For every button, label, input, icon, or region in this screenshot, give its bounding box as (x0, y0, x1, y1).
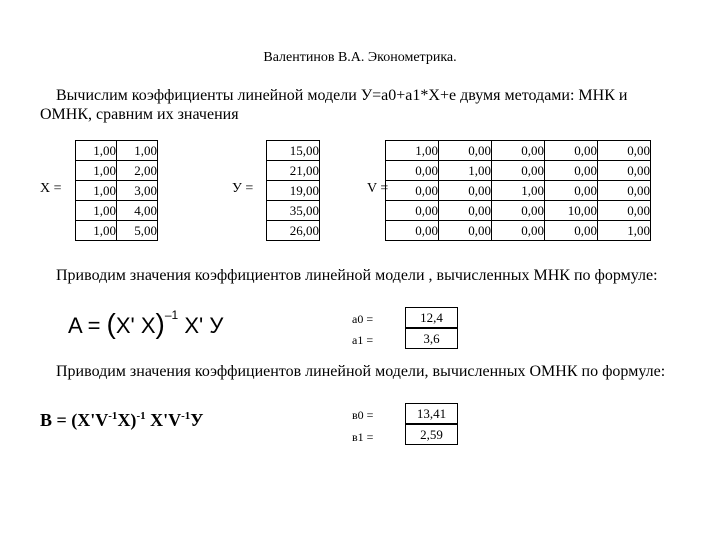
matrix-cell: 0,00 (545, 161, 598, 181)
matrix-cell: 0,00 (545, 221, 598, 241)
matrix-cell: 0,00 (598, 141, 651, 161)
coef-b0-value: 13,41 (405, 403, 458, 424)
mnk-formula (68, 308, 223, 340)
v-matrix-label: V = (367, 181, 389, 196)
matrix-cell: 0,00 (439, 201, 492, 221)
coef-a0-value: 12,4 (405, 307, 458, 328)
matrix-cell: 10,00 (545, 201, 598, 221)
matrix-cell: 3,00 (117, 181, 158, 201)
matrix-row (267, 201, 320, 221)
matrix-row (386, 221, 651, 241)
matrix-row (76, 141, 158, 161)
matrix-cell: 0,00 (386, 161, 439, 181)
document-title: Валентинов В.А. Эконометрика. (263, 50, 457, 65)
matrix-cell: 1,00 (76, 141, 117, 161)
matrix-cell: 0,00 (492, 161, 545, 181)
omnk-formula-exp3: -1 (181, 410, 191, 422)
omnk-formula-exp2: -1 (136, 410, 146, 422)
matrix-cell: 0,00 (439, 221, 492, 241)
matrix-row (267, 221, 320, 241)
matrix-cell: 0,00 (492, 141, 545, 161)
matrix-cell: 35,00 (267, 201, 320, 221)
mnk-paragraph (40, 266, 670, 285)
matrix-row (386, 141, 651, 161)
matrix-cell: 1,00 (386, 141, 439, 161)
omnk-formula-part3: X'V (145, 410, 182, 430)
matrix-cell: 1,00 (76, 181, 117, 201)
x-matrix (75, 140, 158, 241)
matrix-cell: 5,00 (117, 221, 158, 241)
matrix-cell: 0,00 (386, 221, 439, 241)
matrix-row (267, 161, 320, 181)
matrix-cell: 21,00 (267, 161, 320, 181)
matrix-row (386, 201, 651, 221)
y-matrix (266, 140, 320, 241)
matrix-row (386, 161, 651, 181)
coef-a1-label: a1 = (352, 333, 374, 347)
omnk-formula-part2: X) (117, 410, 137, 430)
matrix-cell: 0,00 (439, 181, 492, 201)
mnk-formula-rest: X' У (178, 313, 224, 338)
matrix-cell: 0,00 (439, 141, 492, 161)
matrix-row (76, 221, 158, 241)
matrix-cell: 1,00 (117, 141, 158, 161)
mnk-formula-paren-right: ) (155, 308, 165, 339)
matrix-cell: 4,00 (117, 201, 158, 221)
matrix-cell: 26,00 (267, 221, 320, 241)
v-matrix (385, 140, 651, 241)
coef-b0-label: в0 = (352, 408, 374, 422)
matrix-cell: 0,00 (386, 181, 439, 201)
matrix-cell: 19,00 (267, 181, 320, 201)
coef-b1-value: 2,59 (405, 424, 458, 445)
mnk-formula-paren-left: ( (106, 308, 116, 339)
matrix-row (267, 181, 320, 201)
y-matrix-table (266, 140, 320, 241)
mnk-text: Приводим значения коэффициентов линейной модели , вычисленных МНК по формуле: (56, 267, 658, 284)
matrix-row (76, 201, 158, 221)
omnk-formula-part1: B = (X'V (40, 410, 109, 430)
x-matrix-table (75, 140, 158, 241)
omnk-text: Приводим значения коэффициентов линейной модели, вычисленных ОМНК по формуле: (56, 363, 666, 380)
matrix-cell: 0,00 (598, 201, 651, 221)
v-matrix-table (385, 140, 651, 241)
coef-a0-label: a0 = (352, 312, 374, 326)
coef-b1-label: в1 = (352, 430, 374, 444)
matrix-cell: 15,00 (267, 141, 320, 161)
matrix-cell: 1,00 (439, 161, 492, 181)
matrix-cell: 0,00 (545, 181, 598, 201)
matrix-cell: 0,00 (598, 181, 651, 201)
matrix-cell: 0,00 (598, 161, 651, 181)
matrix-cell: 1,00 (76, 161, 117, 181)
coef-a1-value: 3,6 (405, 328, 458, 349)
y-matrix-label: У = (232, 181, 254, 196)
matrix-row (76, 181, 158, 201)
matrix-row (386, 181, 651, 201)
omnk-formula-part4: У (190, 410, 204, 430)
matrix-cell: 0,00 (545, 141, 598, 161)
x-matrix-label: X = (40, 181, 62, 196)
mnk-formula-exponent: –1 (164, 308, 179, 322)
matrix-cell: 0,00 (492, 201, 545, 221)
mnk-formula-lhs: A = (68, 313, 107, 338)
matrix-row (76, 161, 158, 181)
intro-text: Вычислим коэффициенты линейной модели У=a0+a1*X+e двумя методами: МНК и ОМНК, сравним их значения (40, 87, 628, 123)
matrix-cell: 1,00 (598, 221, 651, 241)
omnk-formula-exp1: -1 (108, 410, 118, 422)
mnk-formula-inner: X' X (115, 313, 156, 338)
matrix-cell: 1,00 (492, 181, 545, 201)
intro-paragraph (40, 86, 670, 124)
matrix-cell: 0,00 (386, 201, 439, 221)
matrix-cell: 0,00 (492, 221, 545, 241)
matrix-row (267, 141, 320, 161)
matrix-cell: 1,00 (76, 221, 117, 241)
matrix-cell: 2,00 (117, 161, 158, 181)
matrix-cell: 1,00 (76, 201, 117, 221)
omnk-paragraph (40, 362, 670, 381)
omnk-formula (40, 410, 204, 431)
